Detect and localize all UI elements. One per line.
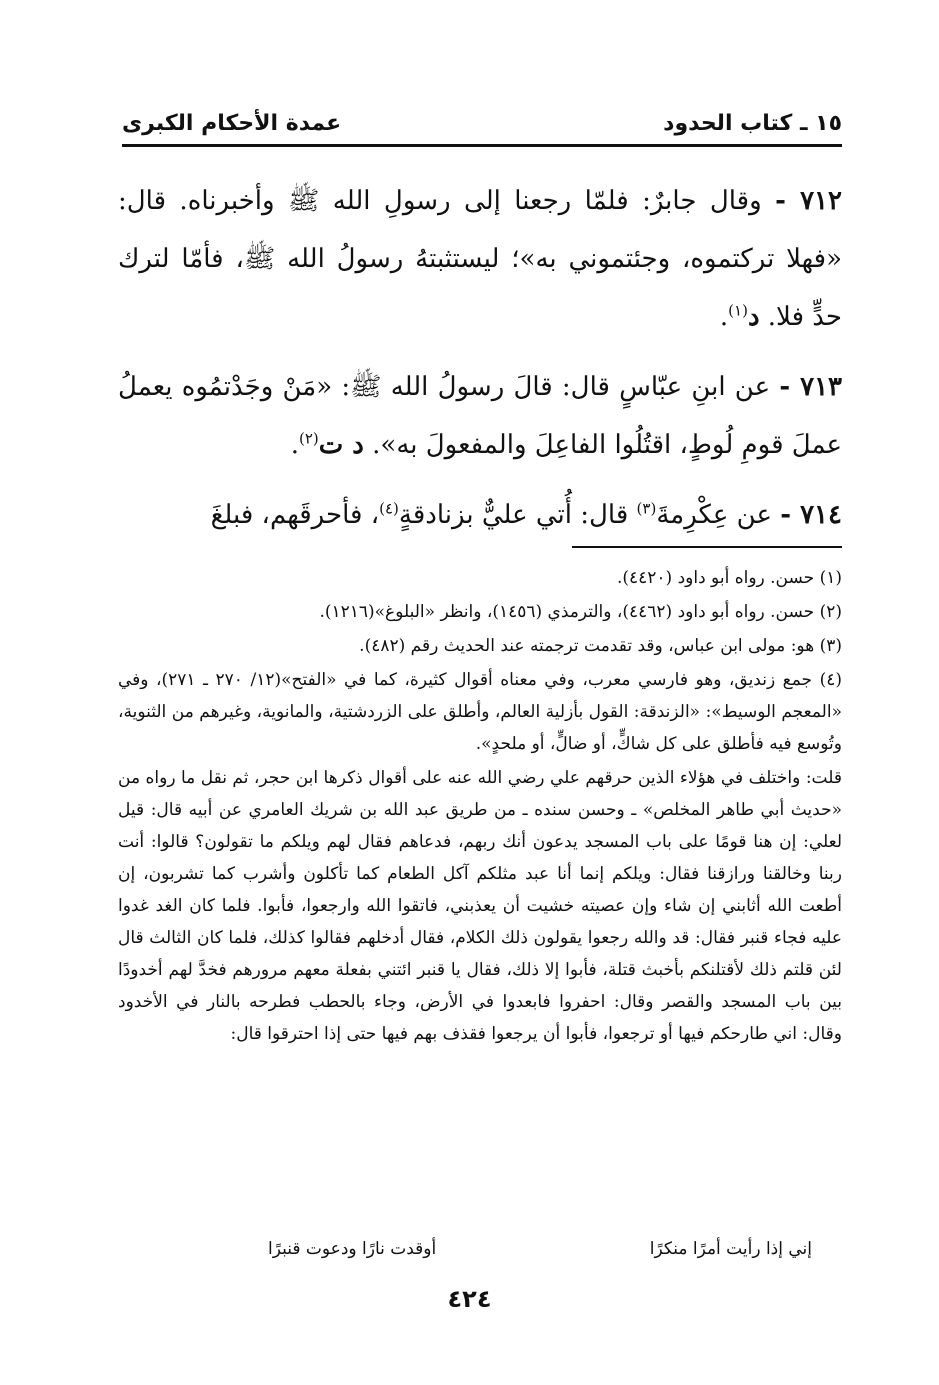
hadith-body: عن عِكْرِمةَ	[656, 500, 772, 530]
verse-second-hemistich: أوقدت نارًا ودعوت قنبرًا	[268, 1239, 437, 1259]
footnotes	[118, 562, 842, 1050]
footnote-3: (٣) هو: مولى ابن عباس، وقد تقدمت ترجمته عند الحديث رقم (٤٨٢).	[359, 636, 842, 656]
hadith-number: ٧١٤ -	[780, 500, 842, 530]
hadith-source: د	[747, 302, 760, 332]
footnote-2: (٢) حسن. رواه أبو داود (٤٤٦٢)، والترمذي (١٤٥٦)، وانظر «البلوغ»(١٢١٦).	[319, 602, 842, 622]
hadith-number: ٧١٣ -	[779, 372, 843, 402]
hadith-body: قال: أُتي عليٌّ بزنادقةٍ	[398, 500, 637, 530]
hadith-body: ، فأحرقَهم، فبلغَ	[210, 500, 380, 530]
hadith-body: وقال جابرٌ: فلمّا رجعنا إلى رسولِ الله ﷺ وأخبرناه. قال: «فهلا تركتموه، وجئتموني به»؛ ليستثبتهُ رسولُ الله ﷺ، فأمّا لترك حدٍّ فلا.	[118, 186, 842, 332]
hadith-712: ٧١٢ - وقال جابرٌ: فلمّا رجعنا إلى رسولِ الله ﷺ وأخبرناه. قال: «فهلا تركتموه، وجئتموني به»؛ ليستثبتهُ رسولُ الله ﷺ، فأمّا لترك حدٍّ فلا. د$^{(١)}$.	[118, 186, 842, 332]
verse-first-hemistich: إني إذا رأيت أمرًا منكرًا	[649, 1239, 812, 1259]
footnote-ref: (٤)	[379, 499, 399, 518]
hadith-text	[118, 172, 842, 556]
page-number: ٤٢٤	[447, 1285, 492, 1313]
footnote-ref: (٣)	[636, 499, 657, 518]
commentary: قلت: واختلف في هؤلاء الذين حرقهم علي رضي الله عنه على أقوال ذكرها ابن حجر، ثم نقل ما رواه من «حديث أبي طاهر المخلص» ـ وحسن سنده ـ من طريق عبد الله بن شريك العامري عن أبيه قال: قيل لعلي: إن هنا قومًا على باب المسجد يدعون أنك ربهم، فدعاهم فقال لهم ويلكم ما تقولون؟ قالوا: أنت ربنا وخالقنا ورازقنا فقال: ويلكم إنما أنا عبد مثلكم آكل الطعام كما تأكلون وأشرب كما تشربون، إن أطعت الله أثابني إن شاء وإن عصيته خشيت أن يعذبني، فاتقوا الله وارجعوا، فأبوا. فلما كان الغد غدوا عليه فجاء قنبر فقال: قد والله رجعوا يقولون ذلك الكلام، فقال أدخلهم فقالوا كذلك، فلما كان الثالث قال لئن قلتم ذلك لأقتلنكم بأخبث قتلة، فأبوا إلا ذلك، فقال يا قنبر ائتني بفعلة معهم مرورهم فخدَّ لهم أخدودًا بين باب المسجد والقصر وقال: احفروا فابعدوا في الأرض، وجاء بالحطب فطرحه بالنار في الأخدود وقال: اني طارحكم فيها أو ترجعوا، فأبوا أن يرجعوا فقذف بهم فيها حتى إذا احترقوا قال:	[118, 768, 842, 1044]
chapter-title: ١٥ ـ كتاب الحدود	[663, 111, 842, 136]
running-header	[122, 104, 842, 144]
header-divider	[122, 144, 842, 147]
hadith-number: ٧١٢ -	[775, 186, 842, 216]
footnote-ref: (٢)	[298, 429, 319, 448]
footnote-4: (٤) جمع زنديق، وهو فارسي معرب، وفي معناه أقوال كثيرة، كما في «الفتح»(١٢/ ٢٧٠ ـ ٢٧١)، وفي «المعجم الوسيط»: «الزندقة: القول بأزلية العالم، وأطلق على الزردشتية، والمانوية، وغيرهم من الثنوية، وتُوسع فيه فأطلق على كل شاكٍّ، أو ضالٍّ، أو ملحدٍ».	[118, 670, 842, 754]
poetry-verse	[268, 1233, 812, 1265]
footnote-divider	[572, 546, 842, 548]
footnote-ref: (١)	[728, 301, 748, 320]
hadith-713: ٧١٣ - عن ابنِ عبّاسٍ قال: قالَ رسولُ الله ﷺ: «مَنْ وجَدْتمُوه يعملُ عملَ قومِ لُوطٍ، اقتُلُوا الفاعِلَ والمفعولَ به». د ت$^{(٢)}$.	[118, 372, 843, 460]
footnote-1: (١) حسن. رواه أبو داود (٤٤٢٠).	[616, 568, 842, 588]
book-title: عمدة الأحكام الكبرى	[122, 111, 342, 136]
hadith-source: د ت	[318, 430, 364, 460]
hadith-body: عن ابنِ عبّاسٍ قال: قالَ رسولُ الله ﷺ: «مَنْ وجَدْتمُوه يعملُ عملَ قومِ لُوطٍ، اقتُلُوا الفاعِلَ والمفعولَ به».	[118, 372, 842, 460]
hadith-714	[118, 486, 842, 544]
